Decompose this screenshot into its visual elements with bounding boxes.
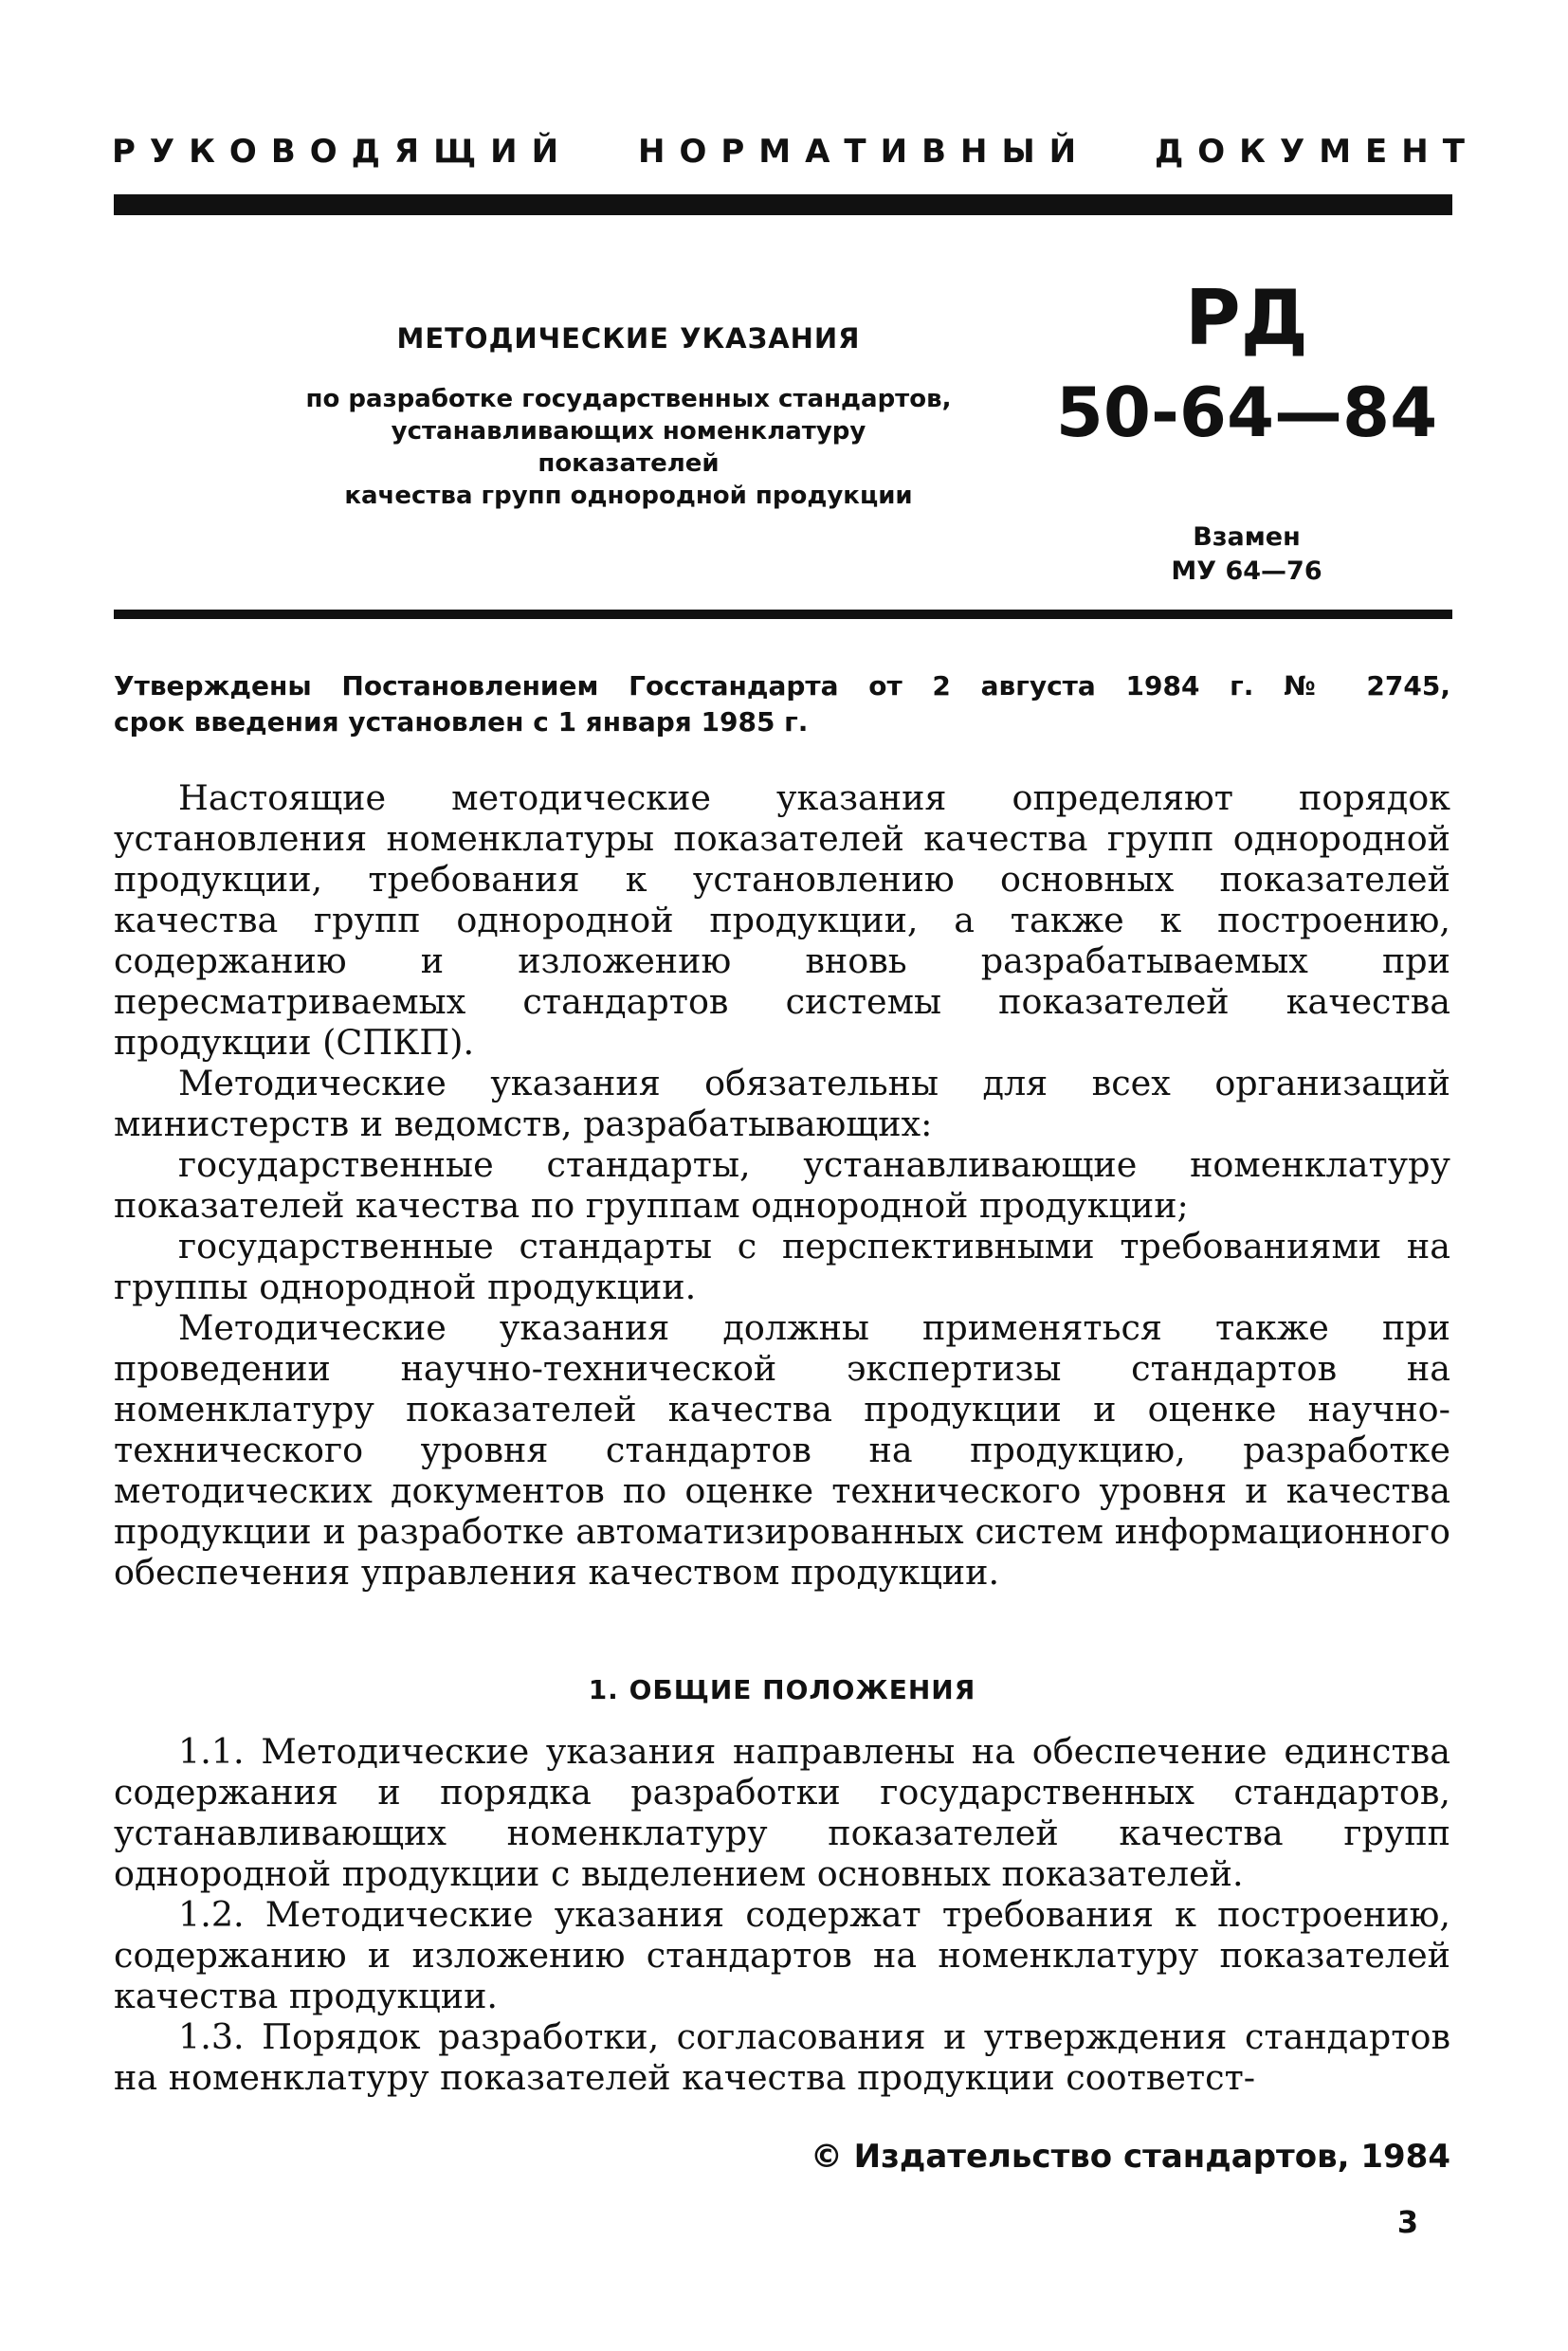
- title-subtitle: [301, 383, 956, 512]
- subtitle-line: устанавливающих номенклатуру показателей: [391, 417, 866, 478]
- document-title: [301, 322, 956, 512]
- approval-line-2: срок введения установлен с 1 января 1985 г.: [114, 706, 809, 738]
- intro-paragraph: Настоящие методические указания определяют порядок установления номенклатуры показателей качества групп однородной продукции, требования к установлению основных показателей качества групп однородной продукции, а также к построению, содержанию и изложению вновь разрабатываемых при пересматриваемых стандартов системы показателей качества продукции (СПКП).: [114, 777, 1450, 1063]
- section-paragraph: 1.1. Методические указания направлены на обеспечение единства содержания и порядка разработки государственных стандартов, устанавливающих номенклатуру показателей качества групп однородной продукции с выделением основных показателей.: [114, 1731, 1450, 1894]
- code-prefix: РД: [1185, 274, 1308, 362]
- replaces-block: [1043, 520, 1450, 589]
- section-heading: 1. ОБЩИЕ ПОЛОЖЕНИЯ: [588, 1674, 976, 1705]
- document-code-block: [1043, 275, 1450, 589]
- approval-note: [114, 668, 1450, 740]
- header-word-2: НОРМАТИВНЫЙ: [638, 133, 1091, 171]
- intro-paragraph: государственные стандарты с перспективными требованиями на группы однородной продукции.: [114, 1226, 1450, 1307]
- replaces-label: Взамен: [1193, 522, 1301, 552]
- subtitle-line: качества групп однородной продукции: [344, 482, 913, 510]
- intro-paragraph: государственные стандарты, устанавливающие номенклатуру показателей качества по группам однородной продукции;: [114, 1144, 1450, 1226]
- intro-text: [114, 777, 1450, 1593]
- copyright-notice: © Издательство стандартов, 1984: [810, 2138, 1450, 2176]
- title-main: МЕТОДИЧЕСКИЕ УКАЗАНИЯ: [396, 322, 861, 355]
- header-word-1: РУКОВОДЯЩИЙ: [112, 133, 574, 171]
- replaces-code: МУ 64—76: [1171, 556, 1322, 586]
- header-word-3: ДОКУМЕНТ: [1155, 133, 1479, 171]
- intro-paragraph: Методические указания должны применяться также при проведении научно-технической экспертизы стандартов на номенклатуру показателей качества продукции и оценке научно-технического уровня стандартов на продукцию, разработке методических документов по оценке технического уровня и качества продукции и разработке автоматизированных систем информационного обеспечения управления качеством продукции.: [114, 1307, 1450, 1593]
- page-number: 3: [1396, 2204, 1419, 2240]
- section-paragraph: 1.3. Порядок разработки, согласования и утверждения стандартов на номенклатуру показателей качества продукции соответст-: [114, 2016, 1450, 2098]
- subtitle-line: по разработке государственных стандартов,: [305, 385, 952, 413]
- section-1-text: [114, 1731, 1450, 2098]
- approval-line-1: Утверждены Постановлением Госстандарта от 2 августа 1984 г. № 2745,: [114, 670, 1450, 702]
- title-rule: [114, 610, 1452, 619]
- code-number: 50-64—84: [1055, 373, 1438, 452]
- header-rule: [114, 194, 1452, 215]
- intro-paragraph: Методические указания обязательны для всех организаций министерств и ведомств, разрабатывающих:: [114, 1063, 1450, 1144]
- section-paragraph: 1.2. Методические указания содержат требования к построению, содержанию и изложению стандартов на номенклатуру показателей качества продукции.: [114, 1894, 1450, 2016]
